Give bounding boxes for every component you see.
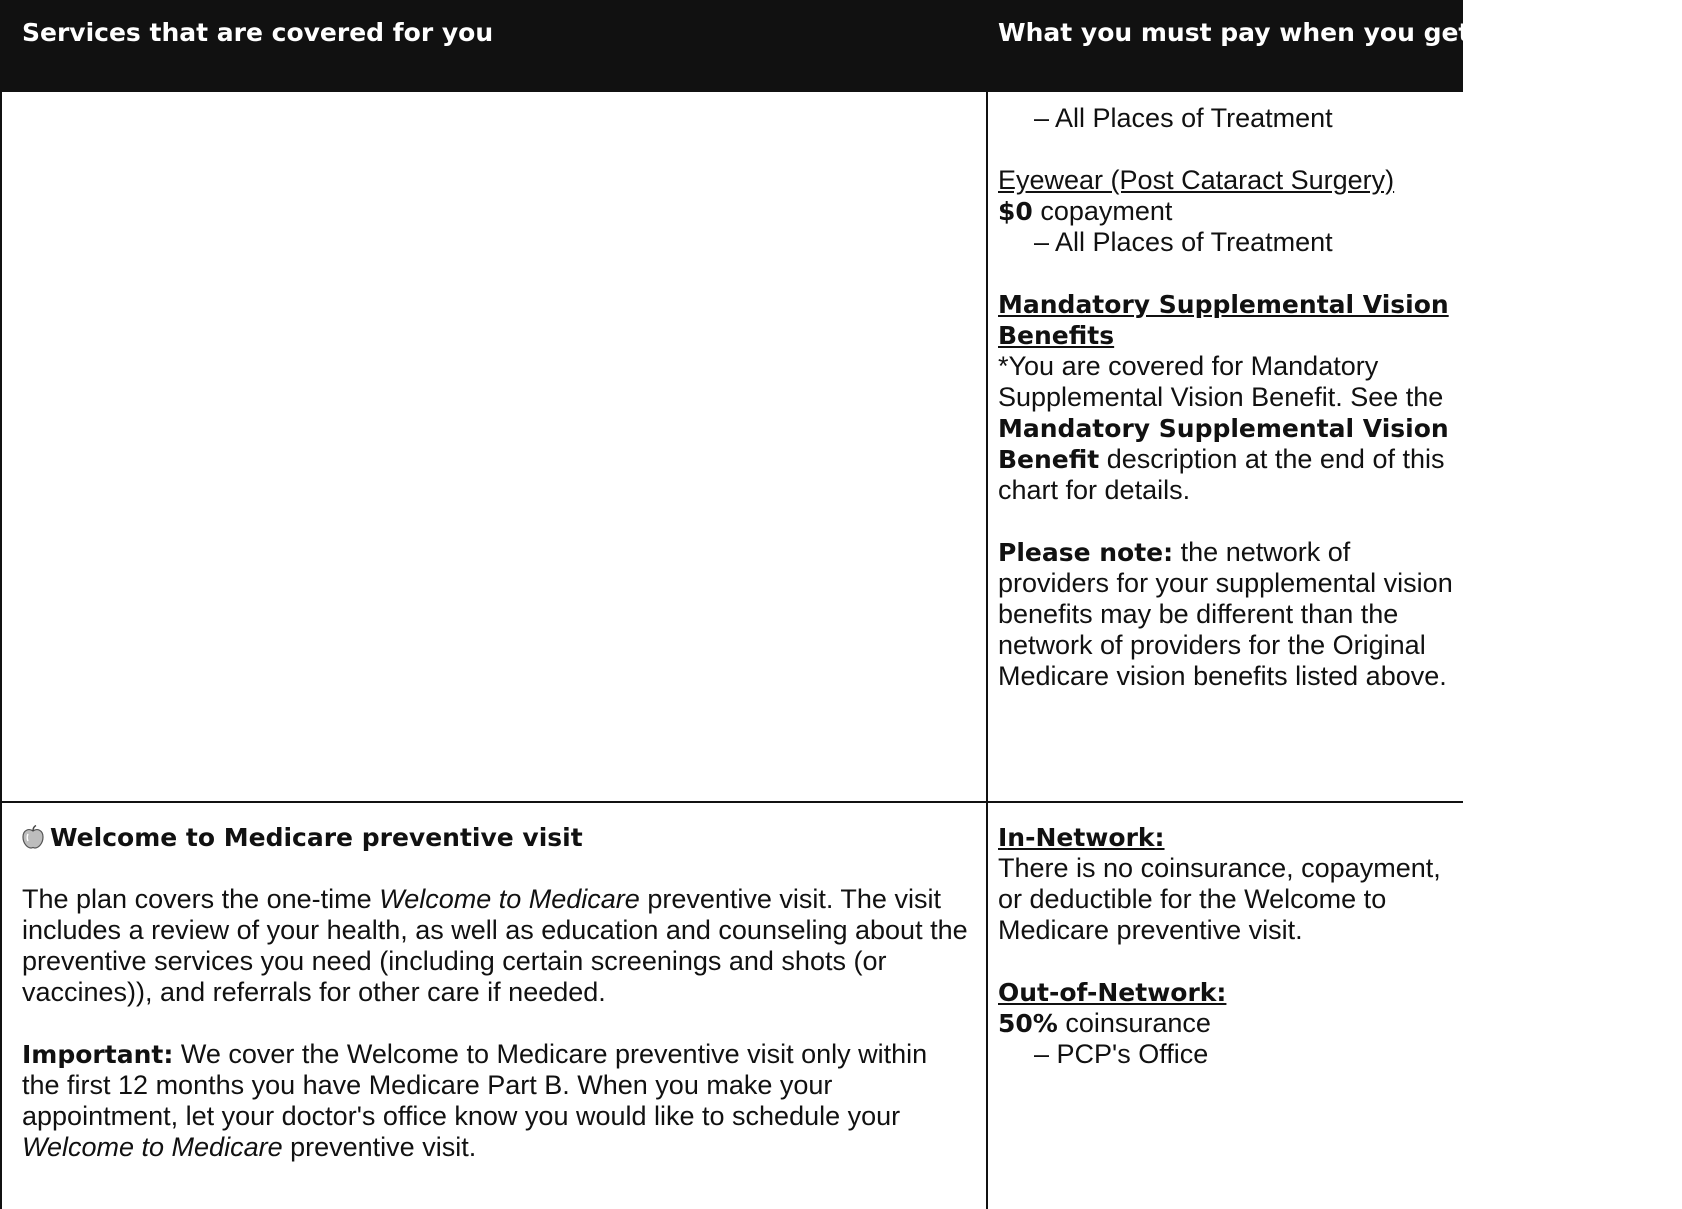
row2-service-cell <box>22 822 972 1163</box>
out-network-place: – PCP's Office <box>1034 1039 1209 1069</box>
out-network-cost <box>998 1008 1458 1039</box>
welcome-visit-title <box>22 822 972 853</box>
header-what-you-pay: What you must pay when you get these services <box>998 18 1682 47</box>
row2-cost-cell <box>998 822 1458 1070</box>
left-border <box>0 92 2 1209</box>
p1-b: preventive visit. The visit includes a review of your health, as well as education and counseling about the preventive services you need (including certain screenings and shots (or vaccines)), and referrals for other care if needed. <box>22 884 968 1007</box>
eyewear-cost <box>998 196 1458 227</box>
place-of-treatment: – All Places of Treatment <box>1034 103 1333 133</box>
apple-icon <box>22 825 44 849</box>
header-services-covered: Services that are covered for you <box>22 18 494 47</box>
note-text: the network of providers for your supplemental vision benefits may be different than the network of providers for the Original Medicare vision benefits listed above. <box>998 537 1453 691</box>
welcome-visit-important <box>22 1039 972 1163</box>
eyewear-place: – All Places of Treatment <box>1034 227 1333 257</box>
important-bold: Important: <box>22 1040 174 1069</box>
in-network-text: There is no coinsurance, copayment, or deductible for the Welcome to Medicare preventive visit. <box>998 853 1441 945</box>
column-divider <box>986 92 988 1209</box>
eyewear-title: Eyewear (Post Cataract Surgery) <box>998 165 1395 195</box>
out-network-amount: 50% <box>998 1009 1058 1038</box>
please-note <box>998 537 1458 692</box>
p1-a: The plan covers the one-time <box>22 884 372 914</box>
mandatory-vision-title: Mandatory Supplemental Vision Benefits <box>998 290 1449 350</box>
row1-cost-cell <box>998 103 1458 692</box>
p1-italic: Welcome to Medicare <box>379 884 640 914</box>
p2-italic: Welcome to Medicare <box>22 1132 283 1162</box>
welcome-visit-title-text: Welcome to Medicare preventive visit <box>50 823 583 852</box>
msv-bold: Mandatory Supplemental Vision Benefit <box>998 414 1449 474</box>
msv-text-1: *You are covered for Mandatory Supplemental Vision Benefit. See the <box>998 351 1444 412</box>
out-network-label: coinsurance <box>1065 1008 1211 1038</box>
note-bold: Please note: <box>998 538 1174 567</box>
out-network-title: Out-of-Network: <box>998 978 1227 1007</box>
p2-a: We cover the Welcome to Medicare preventive visit only within the first 12 months you have Medicare Part B. When you make your appointment, let your doctor's office know you would like to schedule your <box>22 1039 928 1131</box>
mandatory-vision-text <box>998 351 1458 506</box>
table-header <box>0 0 1682 92</box>
in-network-title: In-Network: <box>998 823 1165 852</box>
welcome-visit-description <box>22 884 972 1008</box>
msv-text-2: description at the end of this chart for details. <box>998 444 1445 505</box>
eyewear-amount: $0 <box>998 197 1033 226</box>
eyewear-label: copayment <box>1040 196 1173 226</box>
p2-b: preventive visit. <box>290 1132 477 1162</box>
row-divider <box>0 801 1463 803</box>
